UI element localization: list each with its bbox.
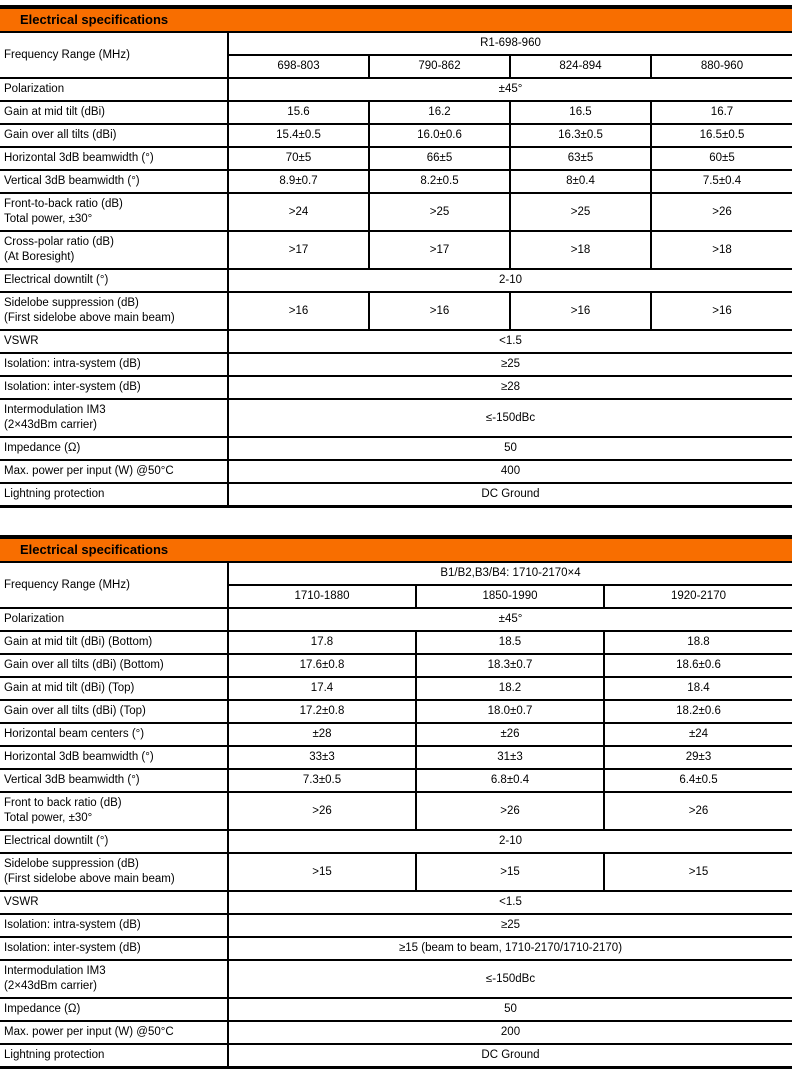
spec-row-label: [0, 101, 228, 124]
spec-row-label: [0, 608, 228, 631]
frequency-band-cell: 1850-1990: [416, 585, 604, 608]
spec-row: [0, 937, 792, 960]
section-title: Electrical specifications: [20, 542, 169, 557]
spec-row-label-line1: Horizontal 3dB beamwidth (°): [4, 751, 154, 763]
spec-row-label: [0, 399, 228, 437]
spec-row: [0, 170, 792, 193]
spec-row: [0, 830, 792, 853]
spec-value-cell: 60±5: [651, 147, 792, 170]
spec-row-label: [0, 723, 228, 746]
spec-row: [0, 654, 792, 677]
spec-value-cell: 18.6±0.6: [604, 654, 792, 677]
spec-value-cell: >16: [369, 292, 510, 330]
spec-row-label-line1: Sidelobe suppression (dB): [4, 858, 139, 870]
spec-value-cell: 16.0±0.6: [369, 124, 510, 147]
spec-row-label-line1: Vertical 3dB beamwidth (°): [4, 774, 140, 786]
spec-row-label-line1: Isolation: intra-system (dB): [4, 919, 141, 931]
spec-value-cell: 18.4: [604, 677, 792, 700]
spec-row-label-line1: Isolation: inter-system (dB): [4, 381, 141, 393]
spec-value-cell: 18.2: [416, 677, 604, 700]
spec-row: [0, 914, 792, 937]
spec-value-cell: ±26: [416, 723, 604, 746]
spec-row: [0, 78, 792, 101]
spec-table-body: [0, 563, 792, 1068]
spec-value-span-cell: ≤-150dBc: [228, 399, 792, 437]
spec-value-cell: >24: [228, 193, 369, 231]
spec-row: [0, 1044, 792, 1068]
spec-row-label-line1: Electrical downtilt (°): [4, 274, 109, 286]
spec-value-cell: 17.6±0.8: [228, 654, 416, 677]
spec-row-label-line1: VSWR: [4, 335, 39, 347]
spec-row-label-line1: Impedance (Ω): [4, 1003, 81, 1015]
spec-row-label: Frequency Range (MHz): [0, 33, 228, 78]
spec-value-cell: >15: [228, 853, 416, 891]
spec-value-cell: 7.3±0.5: [228, 769, 416, 792]
spec-row-label-line1: Gain at mid tilt (dBi) (Bottom): [4, 636, 153, 648]
spec-row-label-line1: Gain over all tilts (dBi) (Bottom): [4, 659, 164, 671]
spec-value-cell: >26: [651, 193, 792, 231]
spec-row-label-line1: Horizontal beam centers (°): [4, 728, 145, 740]
spec-row-label: [0, 1021, 228, 1044]
spec-row-label-line1: Max. power per input (W) @50°C: [4, 465, 174, 477]
spec-row: [0, 193, 792, 231]
spec-value-span-cell: ≥15 (beam to beam, 1710-2170/1710-2170): [228, 937, 792, 960]
spec-value-cell: 16.5: [510, 101, 651, 124]
spec-row-label-line2: (First sidelobe above main beam): [4, 312, 175, 324]
spec-value-cell: 29±3: [604, 746, 792, 769]
spec-row: [0, 960, 792, 998]
spec-value-span-cell: 2-10: [228, 830, 792, 853]
spec-value-cell: >25: [510, 193, 651, 231]
spec-value-cell: 16.3±0.5: [510, 124, 651, 147]
spec-row-label: [0, 769, 228, 792]
spec-table: [0, 33, 792, 508]
spec-row-label: [0, 124, 228, 147]
spec-row: [0, 792, 792, 830]
spec-value-cell: 17.2±0.8: [228, 700, 416, 723]
spec-row-label-line1: Max. power per input (W) @50°C: [4, 1026, 174, 1038]
spec-row-label-line1: Vertical 3dB beamwidth (°): [4, 175, 140, 187]
spec-value-cell: >15: [416, 853, 604, 891]
spec-row-label-line1: Lightning protection: [4, 488, 105, 500]
spec-row-label-line2: Total power, ±30°: [4, 213, 93, 225]
spec-row-label: [0, 460, 228, 483]
spec-value-cell: 70±5: [228, 147, 369, 170]
spec-row-label: [0, 891, 228, 914]
spec-row-label-line1: Sidelobe suppression (dB): [4, 297, 139, 309]
spec-value-cell: >26: [228, 792, 416, 830]
spec-value-cell: >25: [369, 193, 510, 231]
spec-row-label: [0, 483, 228, 507]
spec-value-span-cell: 2-10: [228, 269, 792, 292]
spec-value-cell: 33±3: [228, 746, 416, 769]
spec-row-label-line1: Intermodulation IM3: [4, 404, 106, 416]
spec-row-label: [0, 746, 228, 769]
spec-row-label: [0, 830, 228, 853]
spec-row-label: [0, 269, 228, 292]
spec-row: [0, 292, 792, 330]
spec-value-cell: 18.3±0.7: [416, 654, 604, 677]
spec-row-label: [0, 631, 228, 654]
spec-row: [0, 998, 792, 1021]
spec-row-label-line1: Gain over all tilts (dBi) (Top): [4, 705, 146, 717]
spec-row: [0, 376, 792, 399]
electrical-specs-section-1: [0, 5, 792, 508]
spec-row-label: [0, 998, 228, 1021]
spec-value-cell: >16: [228, 292, 369, 330]
spec-row: [0, 1021, 792, 1044]
spec-row: [0, 769, 792, 792]
spec-row-label-line1: Gain over all tilts (dBi): [4, 129, 117, 141]
spec-value-cell: 8±0.4: [510, 170, 651, 193]
spec-row-label: [0, 147, 228, 170]
spec-row-label: [0, 700, 228, 723]
spec-value-cell: >26: [416, 792, 604, 830]
spec-value-span-cell: DC Ground: [228, 1044, 792, 1068]
spec-row-label: Frequency Range (MHz): [0, 563, 228, 608]
spec-row: [0, 631, 792, 654]
spec-row-label-line1: Electrical downtilt (°): [4, 835, 109, 847]
spec-value-cell: ±24: [604, 723, 792, 746]
spec-value-span-cell: ±45°: [228, 608, 792, 631]
spec-value-cell: 31±3: [416, 746, 604, 769]
spec-value-cell: >17: [369, 231, 510, 269]
spec-row-label-line2: Total power, ±30°: [4, 812, 93, 824]
spec-row-label-line2: (2×43dBm carrier): [4, 419, 97, 431]
spec-row-label-line1: Polarization: [4, 613, 65, 625]
section-title-bar: [0, 535, 792, 563]
spec-value-span-cell: 200: [228, 1021, 792, 1044]
spec-table: [0, 563, 792, 1069]
spec-row-label: [0, 231, 228, 269]
frequency-group-cell: B1/B2,B3/B4: 1710-2170×4: [228, 563, 792, 585]
spec-value-cell: ±28: [228, 723, 416, 746]
electrical-specs-section-2: [0, 535, 792, 1069]
spec-row-label: [0, 292, 228, 330]
spec-row-label-line1: Gain at mid tilt (dBi) (Top): [4, 682, 135, 694]
spec-value-span-cell: ≥28: [228, 376, 792, 399]
frequency-range-row: [0, 33, 792, 55]
spec-row-label: [0, 353, 228, 376]
frequency-band-cell: 1920-2170: [604, 585, 792, 608]
spec-row-label-line1: Front-to-back ratio (dB): [4, 198, 123, 210]
spec-value-cell: >18: [651, 231, 792, 269]
frequency-band-cell: 880-960: [651, 55, 792, 78]
spec-row-label: [0, 654, 228, 677]
spec-value-span-cell: ±45°: [228, 78, 792, 101]
frequency-range-row: [0, 563, 792, 585]
spec-value-cell: 63±5: [510, 147, 651, 170]
spec-row-label: [0, 1044, 228, 1068]
spec-value-cell: >17: [228, 231, 369, 269]
spec-value-cell: 6.8±0.4: [416, 769, 604, 792]
spec-row: [0, 723, 792, 746]
spec-value-cell: 66±5: [369, 147, 510, 170]
spec-row-label-line2: (First sidelobe above main beam): [4, 873, 175, 885]
spec-row: [0, 101, 792, 124]
spec-row: [0, 353, 792, 376]
spec-row-label-line1: Polarization: [4, 83, 65, 95]
spec-row-label-line1: Isolation: intra-system (dB): [4, 358, 141, 370]
spec-value-span-cell: 50: [228, 998, 792, 1021]
spec-value-cell: 8.9±0.7: [228, 170, 369, 193]
spec-value-cell: 8.2±0.5: [369, 170, 510, 193]
spec-row-label-line1: Isolation: inter-system (dB): [4, 942, 141, 954]
spec-row-label-line1: Cross-polar ratio (dB): [4, 236, 114, 248]
spec-row-label-line1: Front to back ratio (dB): [4, 797, 122, 809]
spec-value-cell: 18.0±0.7: [416, 700, 604, 723]
spec-value-cell: 17.4: [228, 677, 416, 700]
spec-row-label: [0, 937, 228, 960]
spec-value-span-cell: 50: [228, 437, 792, 460]
spec-value-cell: 17.8: [228, 631, 416, 654]
spec-row-label: [0, 677, 228, 700]
spec-row: [0, 124, 792, 147]
spec-row: [0, 399, 792, 437]
spec-row: [0, 437, 792, 460]
spec-value-span-cell: <1.5: [228, 330, 792, 353]
frequency-group-cell: R1-698-960: [228, 33, 792, 55]
spec-value-cell: 18.8: [604, 631, 792, 654]
spec-value-span-cell: 400: [228, 460, 792, 483]
section-title: Electrical specifications: [20, 12, 169, 27]
spec-row-label-line1: Impedance (Ω): [4, 442, 81, 454]
spec-row: [0, 608, 792, 631]
spec-row-label: [0, 170, 228, 193]
spec-row: [0, 746, 792, 769]
spec-row-label: [0, 960, 228, 998]
frequency-band-cell: 1710-1880: [228, 585, 416, 608]
spec-value-cell: 16.2: [369, 101, 510, 124]
spec-value-cell: >18: [510, 231, 651, 269]
spec-value-cell: >15: [604, 853, 792, 891]
section-title-bar: [0, 5, 792, 33]
spec-value-cell: 7.5±0.4: [651, 170, 792, 193]
spec-row-label-line1: Horizontal 3dB beamwidth (°): [4, 152, 154, 164]
spec-row-label-line2: (2×43dBm carrier): [4, 980, 97, 992]
spec-row-label: [0, 330, 228, 353]
spec-row: [0, 853, 792, 891]
spec-value-span-cell: <1.5: [228, 891, 792, 914]
spec-value-cell: 16.7: [651, 101, 792, 124]
spec-row-label-line2: (At Boresight): [4, 251, 75, 263]
spec-row-label: [0, 792, 228, 830]
spec-value-cell: >16: [510, 292, 651, 330]
spec-row: [0, 231, 792, 269]
spec-row-label: [0, 853, 228, 891]
spec-value-span-cell: ≥25: [228, 914, 792, 937]
spec-value-cell: 15.6: [228, 101, 369, 124]
spec-value-cell: 6.4±0.5: [604, 769, 792, 792]
frequency-band-cell: 790-862: [369, 55, 510, 78]
spec-value-cell: >16: [651, 292, 792, 330]
spec-row-label-line1: Gain at mid tilt (dBi): [4, 106, 105, 118]
spec-row-label: [0, 376, 228, 399]
spec-value-span-cell: ≤-150dBc: [228, 960, 792, 998]
spec-row-label: [0, 78, 228, 101]
spec-value-cell: 15.4±0.5: [228, 124, 369, 147]
spec-row: [0, 460, 792, 483]
spec-value-span-cell: DC Ground: [228, 483, 792, 507]
spec-row-label: [0, 193, 228, 231]
spec-row: [0, 891, 792, 914]
spec-row-label-line1: Intermodulation IM3: [4, 965, 106, 977]
spec-value-span-cell: ≥25: [228, 353, 792, 376]
spec-value-cell: 18.5: [416, 631, 604, 654]
spec-row: [0, 483, 792, 507]
spec-row-label: [0, 914, 228, 937]
spec-row: [0, 269, 792, 292]
spec-row-label-line1: VSWR: [4, 896, 39, 908]
frequency-band-cell: 824-894: [510, 55, 651, 78]
spec-value-cell: 16.5±0.5: [651, 124, 792, 147]
frequency-band-cell: 698-803: [228, 55, 369, 78]
spec-row: [0, 677, 792, 700]
spec-table-body: [0, 33, 792, 507]
spec-value-cell: 18.2±0.6: [604, 700, 792, 723]
spec-value-cell: >26: [604, 792, 792, 830]
spec-row-label-line1: Lightning protection: [4, 1049, 105, 1061]
spec-row: [0, 330, 792, 353]
spec-row: [0, 147, 792, 170]
spec-row-label: [0, 437, 228, 460]
spec-row: [0, 700, 792, 723]
